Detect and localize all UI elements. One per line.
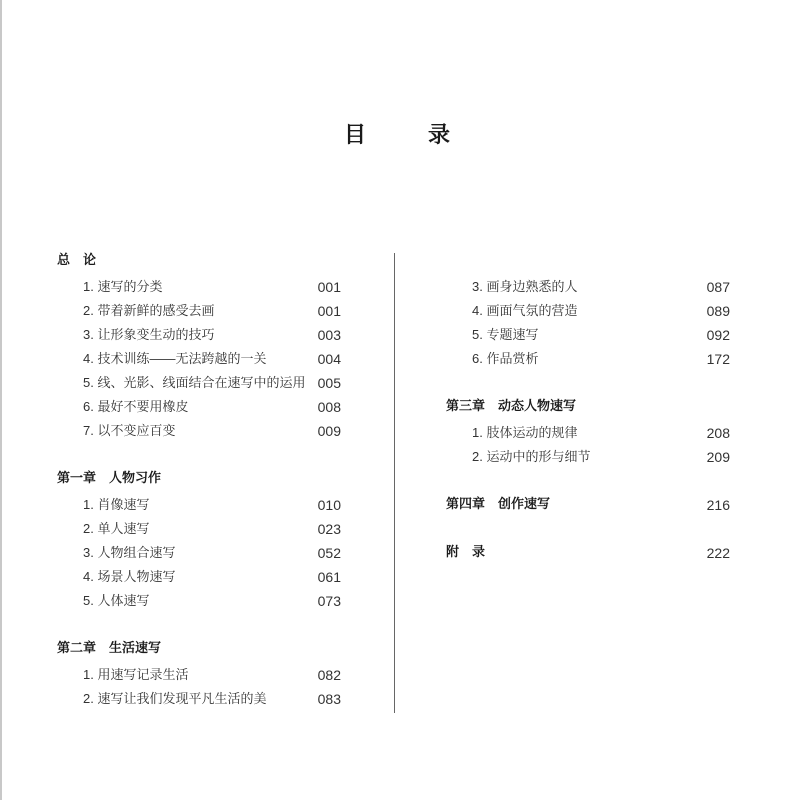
toc-entry[interactable]	[57, 395, 347, 419]
toc-entry[interactable]	[57, 347, 347, 371]
toc-entry[interactable]	[57, 517, 347, 541]
toc-entry-label: 4. 画面气氛的营造	[472, 303, 578, 318]
toc-entry-label: 2. 运动中的形与细节	[472, 449, 591, 464]
toc-section-items	[446, 421, 736, 469]
toc-entry[interactable]	[57, 589, 347, 613]
toc-entry[interactable]	[446, 299, 736, 323]
toc-entry-page: 004	[317, 351, 341, 367]
toc-entry[interactable]	[57, 371, 347, 395]
toc-entry-page: 001	[317, 279, 341, 295]
toc-entry-label: 1. 肢体运动的规律	[472, 425, 578, 440]
toc-entry-page: 005	[317, 375, 341, 391]
toc-entry-label: 5. 线、光影、线面结合在速写中的运用	[83, 375, 306, 390]
section-spacer	[446, 371, 736, 395]
toc-section-items	[57, 493, 347, 613]
toc-entry-page: 092	[706, 327, 730, 343]
toc-entry-label: 3. 画身边熟悉的人	[472, 279, 578, 294]
toc-entry[interactable]	[446, 421, 736, 445]
toc-entry[interactable]	[446, 275, 736, 299]
section-spacer	[446, 517, 736, 541]
toc-entry[interactable]	[57, 299, 347, 323]
section-spacer	[57, 613, 347, 637]
toc-entry-label: 6. 作品赏析	[472, 351, 539, 366]
toc-entry-page: 001	[317, 303, 341, 319]
toc-entry-label: 5. 专题速写	[472, 327, 539, 342]
toc-entry-page: 023	[317, 521, 341, 537]
toc-entry[interactable]	[446, 323, 736, 347]
toc-entry[interactable]	[446, 445, 736, 469]
column-divider	[394, 253, 395, 713]
toc-appendix-label: 附 录	[446, 545, 486, 560]
toc-entry-page: 061	[317, 569, 341, 585]
toc-entry-label: 3. 人物组合速写	[83, 545, 176, 560]
toc-continued-items	[446, 275, 736, 371]
page-title: 目 录	[343, 122, 470, 148]
toc-entry[interactable]	[57, 541, 347, 565]
toc-section-items	[57, 275, 347, 443]
toc-entry-page: 009	[317, 423, 341, 439]
toc-entry-page: 083	[317, 691, 341, 707]
toc-entry-label: 4. 场景人物速写	[83, 569, 176, 584]
toc-section-items	[57, 663, 347, 711]
toc-section-heading[interactable]: 第二章 生活速写	[57, 641, 162, 656]
toc-entry-page: 008	[317, 399, 341, 415]
toc-entry-page: 089	[706, 303, 730, 319]
toc-entry[interactable]	[57, 323, 347, 347]
toc-chapter-four[interactable]	[446, 493, 736, 517]
toc-entry-page: 073	[317, 593, 341, 609]
toc-entry-label: 1. 速写的分类	[83, 279, 163, 294]
toc-entry[interactable]	[57, 275, 347, 299]
toc-entry-page: 087	[706, 279, 730, 295]
toc-section-heading[interactable]: 第一章 人物习作	[57, 471, 162, 486]
toc-entry-page: 010	[317, 497, 341, 513]
toc-entry-page: 172	[706, 351, 730, 367]
toc-entry[interactable]	[57, 687, 347, 711]
toc-entry-label: 6. 最好不要用橡皮	[83, 399, 189, 414]
section-spacer	[57, 443, 347, 467]
toc-right-column	[446, 249, 736, 565]
toc-chapter-label: 第四章 创作速写	[446, 497, 551, 512]
section-spacer	[446, 469, 736, 493]
toc-entry[interactable]	[57, 663, 347, 687]
toc-entry[interactable]	[446, 347, 736, 371]
toc-entry-label: 2. 带着新鲜的感受去画	[83, 303, 215, 318]
toc-entry-label: 3. 让形象变生动的技巧	[83, 327, 215, 342]
toc-entry-page: 052	[317, 545, 341, 561]
toc-entry-label: 2. 速写让我们发现平凡生活的美	[83, 691, 267, 706]
toc-entry-label: 1. 用速写记录生活	[83, 667, 189, 682]
toc-entry-label: 7. 以不变应百变	[83, 423, 176, 438]
toc-entry-page: 209	[706, 449, 730, 465]
toc-appendix-page: 222	[706, 545, 730, 561]
toc-entry[interactable]	[57, 565, 347, 589]
toc-entry-page: 208	[706, 425, 730, 441]
toc-entry-page: 082	[317, 667, 341, 683]
toc-section-heading[interactable]: 第三章 动态人物速写	[446, 399, 577, 414]
toc-chapter-page: 216	[706, 497, 730, 513]
toc-entry-label: 5. 人体速写	[83, 593, 150, 608]
toc-entry[interactable]	[57, 419, 347, 443]
toc-entry-page: 003	[317, 327, 341, 343]
toc-appendix[interactable]	[446, 541, 736, 565]
toc-entry-label: 2. 单人速写	[83, 521, 150, 536]
toc-entry[interactable]	[57, 493, 347, 517]
toc-left-column	[57, 249, 347, 711]
toc-entry-label: 4. 技术训练——无法跨越的一关	[83, 351, 267, 366]
toc-section-heading[interactable]: 总 论	[57, 253, 97, 268]
toc-entry-label: 1. 肖像速写	[83, 497, 150, 512]
